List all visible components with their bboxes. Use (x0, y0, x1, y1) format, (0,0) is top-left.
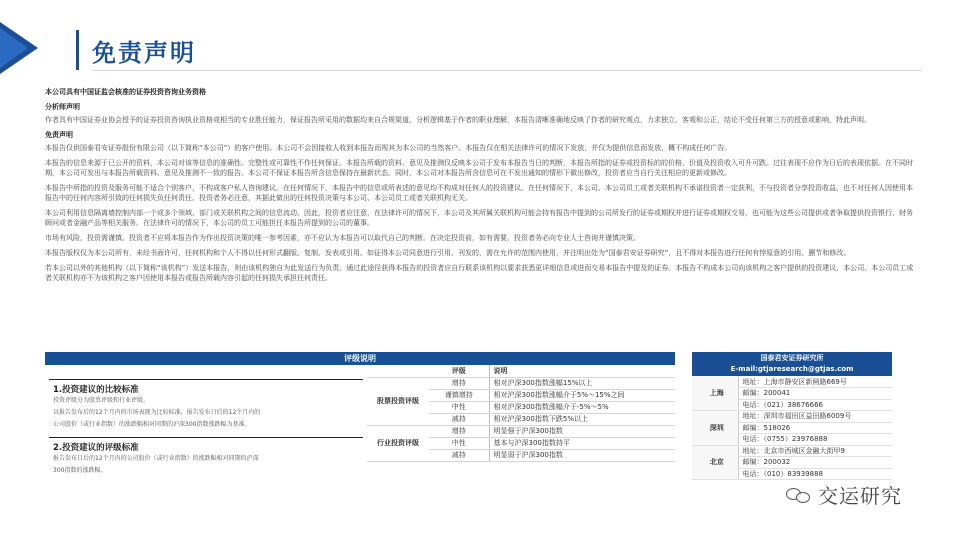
title-accent-bar (76, 30, 79, 70)
analyst-paragraph: 作者具有中国证券业协会授予的证券投资咨询执业资格或相当的专业胜任能力，保证报告所采用的数据均来自合规渠道，分析逻辑基于作者的职业理解，本报告清晰准确地反映了作者的研究观点，力求独立、客观和公正，结论不受任何第三方的授意或影响，特此声明。 (45, 116, 871, 124)
header-triangle-inner (0, 28, 28, 68)
disclaimer-paragraph: 本报告中所指的投资及服务可能不适合个别客户，不构成客户私人咨询建议。在任何情况下，本报告中的信息或所表述的意见均不构成对任何人的投资建议。在任何情况下，本公司、本公司员工或者关联机构不承诺投资者一定获利，不与投资者分享投资收益，也不对任何人因使用本报告中的任何内容所引致的任何损失负任何责任。投资者务必注意，其据此做出的任何投资决策与本公司、本公司员工或者关联机构无关。 (45, 184, 913, 202)
address-cell: 地址：深圳市福田区益田路6009号 (738, 411, 892, 423)
contact-panel (692, 352, 892, 480)
rating-criteria (45, 365, 367, 489)
desc-cell: 相对沪深300指数下跌5%以上 (489, 413, 675, 425)
city-label: 北京 (692, 445, 738, 480)
desc-cell: 相对沪深300指数涨幅15%以上 (489, 377, 675, 389)
col-header-rating: 评级 (429, 365, 489, 377)
wechat-watermark (786, 480, 902, 509)
criteria-line: 投资评级分为股票评级和行业评级。 (53, 397, 150, 404)
page-title: 免责声明 (92, 39, 196, 67)
contact-email: E-mail:gtjaresearch@gtjas.com (730, 365, 854, 373)
disclaimer-paragraph: 本公司利用信息隔离墙控制内部一个或多个领域、部门或关联机构之间的信息流动。因此，投资者应注意，在法律许可的情况下，本公司及其所属关联机构可能会持有报告中提到的公司所发行的证券或期权并进行证券或期权交易，也可能为这些公司提供或者争取提供投资银行、财务顾问或者金融产品等相关服务。在法律许可的情况下，本公司的员工可能担任本报告所提到的公司的董事。 (45, 209, 913, 227)
criteria-line: 以报告发布后的12个月内的市场表现为比较标准，报告发布日后的12个月内的 (53, 409, 261, 416)
contact-row (692, 445, 892, 457)
phone-cell: 电话：（0755）23976888 (738, 434, 892, 446)
disclaimer-paragraph: 市场有风险，投资需谨慎。投资者不应将本报告作为作出投资决策的唯一参考因素，亦不应认为本报告可以取代自己的判断。在决定投资前，如有需要，投资者务必向专业人士咨询并谨慎决策。 (45, 234, 640, 242)
address-cell: 地址：上海市静安区新闸路669号 (738, 376, 892, 388)
postcode-cell: 邮编：200032 (738, 457, 892, 469)
rating-cell: 增持 (429, 377, 489, 389)
desc-cell: 基本与沪深300指数持平 (489, 437, 675, 449)
criteria-line: 公司股价（或行业指数）的涨跌幅相对同期的沪深300指数涨跌幅为基准。 (53, 421, 251, 428)
criteria-block-title: 1.投资建议的比较标准 (49, 379, 363, 395)
desc-cell: 相对沪深300指数涨幅介于5%～15%之间 (489, 389, 675, 401)
phone-cell: 电话：（010）83939888 (738, 468, 892, 480)
postcode-cell: 邮编：518026 (738, 422, 892, 434)
desc-cell: 明显弱于沪深300指数 (489, 449, 675, 461)
rating-title: 评级说明 (45, 352, 675, 365)
rating-table (367, 365, 675, 462)
phone-cell: 电话：（021）38676666 (738, 399, 892, 411)
desc-cell: 明显强于沪深300指数 (489, 425, 675, 437)
wechat-icon (786, 484, 812, 506)
city-label: 上海 (692, 376, 738, 411)
rating-cell: 中性 (429, 401, 489, 413)
rating-cell: 减持 (429, 413, 489, 425)
rating-cell: 增持 (429, 425, 489, 437)
contact-title: 国泰君安证券研究所 (760, 354, 824, 362)
rating-cell: 减持 (429, 449, 489, 461)
contact-header (692, 352, 892, 376)
disclaimer-paragraph: 本报告的信息来源于已公开的资料，本公司对该等信息的准确性、完整性或可靠性不作任何保证。本报告所载的资料、意见及推测仅反映本公司于发布本报告当日的判断，本报告所指的证券或投资标的的价格、价值及投资收入可升可跌。过往表现不应作为日后的表现依据。在不同时期，本公司可发出与本报告所载资料、意见及推测不一致的报告。本公司不保证本报告所含信息保持在最新状态。同时，本公司对本报告所含信息可在不发出通知的情形下做出修改，投资者应当自行关注相应的更新或修改。 (45, 159, 913, 177)
watermark-text: 交运研究 (818, 484, 902, 508)
col-header-desc: 说明 (489, 365, 675, 377)
disclaimer-heading: 免责声明 (45, 131, 73, 139)
disclaimer-paragraph: 本报告版权仅为本公司所有，未经书面许可，任何机构和个人不得以任何形式翻版、复制、发表或引用。如征得本公司同意进行引用、刊发的，需在允许的范围内使用，并注明出处为“国泰君安证券研究”，且不得对本报告进行任何有悖原意的引用、删节和修改。 (45, 249, 851, 257)
disclaimer-document (45, 82, 915, 288)
disclaimer-paragraph: 若本公司以外的其他机构（以下简称“该机构”）发送本报告，则由该机构独自为此发送行为负责。通过此途径获得本报告的投资者应自行联系该机构以要求获悉更详细信息或进而交易本报告中提及的证券。本报告不构成本公司向该机构之客户提供的投资建议，本公司、本公司员工或者关联机构亦不为该机构之客户因使用本报告或报告所载内容引起的任何损失承担任何责任。 (45, 264, 914, 282)
criteria-line: 300指数的涨跌幅。 (53, 467, 107, 474)
stock-rating-label: 股票投资评级 (367, 377, 429, 425)
table-row (367, 377, 675, 389)
desc-cell: 相对沪深300指数涨幅介于-5%～5% (489, 401, 675, 413)
criteria-block-title: 2.投资建议的评级标准 (49, 437, 363, 453)
industry-rating-label: 行业投资评级 (367, 425, 429, 461)
table-row (367, 425, 675, 437)
contact-row (692, 376, 892, 388)
main-heading: 本公司具有中国证监会核准的证券投资咨询业务资格 (45, 88, 206, 96)
city-label: 深圳 (692, 411, 738, 446)
postcode-cell: 邮编：200041 (738, 388, 892, 400)
rating-cell: 谨慎增持 (429, 389, 489, 401)
address-cell: 地址：北京市西城区金融大街甲9 (738, 445, 892, 457)
contact-row (692, 411, 892, 423)
table-header-row (367, 365, 675, 377)
rating-cell: 中性 (429, 437, 489, 449)
analyst-heading: 分析师声明 (45, 103, 80, 111)
disclaimer-paragraph: 本报告仅供国泰君安证券股份有限公司（以下简称“本公司”）的客户使用。本公司不会因接收人收到本报告而视其为本公司的当然客户。本报告仅在相关法律许可的情况下发放，并仅为提供信息而发放，概不构成任何广告。 (45, 144, 732, 152)
page-header (0, 0, 960, 72)
contact-table (692, 376, 892, 480)
criteria-line: 报告发布日后的12个月内的公司股价（或行业指数）的涨跌幅相对同期的沪深 (53, 455, 259, 462)
header-divider (92, 70, 922, 71)
